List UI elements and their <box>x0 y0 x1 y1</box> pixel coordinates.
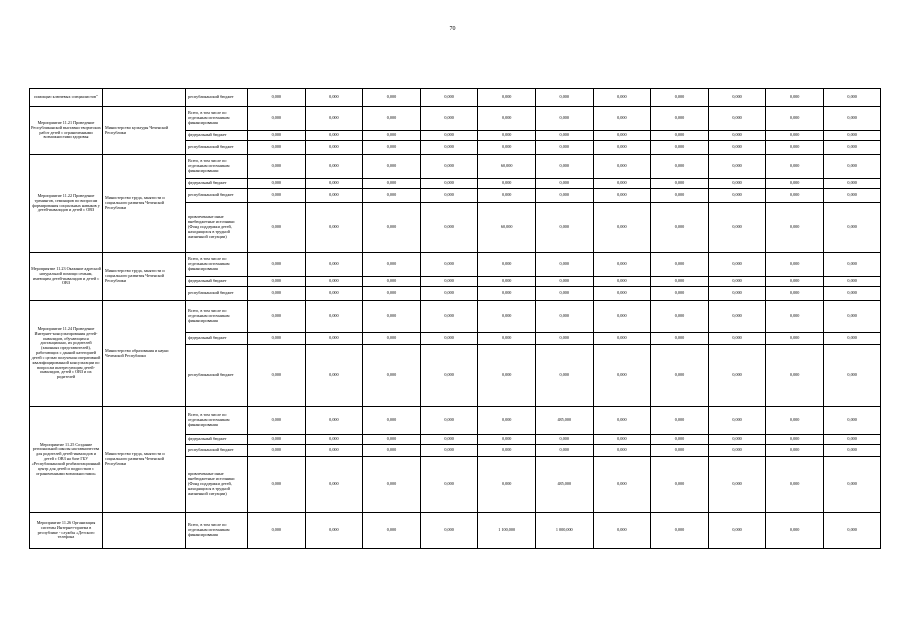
funding-source-cell: республиканский бюджет <box>186 445 248 457</box>
value-cell: 0,000 <box>420 89 478 107</box>
value-cell: 0,000 <box>248 513 306 549</box>
value-cell: 0,000 <box>363 155 421 179</box>
executor-cell: Министерство образования и науки Чеченской Республики <box>103 301 186 407</box>
value-cell: 0,000 <box>478 333 536 345</box>
value-cell: 0,000 <box>420 203 478 253</box>
value-cell: 0,000 <box>535 179 593 189</box>
value-cell: 0,000 <box>478 189 536 203</box>
value-cell: 0,000 <box>651 179 709 189</box>
value-cell: 0,000 <box>248 253 306 277</box>
value-cell: 0,000 <box>708 155 766 179</box>
value-cell: 0,000 <box>420 407 478 435</box>
table-row <box>30 89 881 107</box>
value-cell: 0,000 <box>766 179 824 189</box>
value-cell: 0,000 <box>766 89 824 107</box>
funding-source-cell: привлеченные иные внебюджетные источники (Фонд поддержки детей, находящихся в трудной жизненной ситуации) <box>186 457 248 513</box>
value-cell: 0,000 <box>593 155 651 179</box>
value-cell: 0,000 <box>766 189 824 203</box>
executor-cell <box>103 513 186 549</box>
executor-cell: Министерство труда, занятости и социального развития Чеченской Республики <box>103 155 186 253</box>
value-cell: 0,000 <box>420 189 478 203</box>
value-cell: 0,000 <box>248 107 306 131</box>
value-cell: 0,000 <box>248 333 306 345</box>
value-cell: 0,000 <box>535 203 593 253</box>
value-cell: 0,000 <box>420 445 478 457</box>
value-cell: 0,000 <box>478 345 536 407</box>
value-cell: 0,000 <box>363 345 421 407</box>
funding-source-cell: федеральный бюджет <box>186 333 248 345</box>
funding-source-cell: Всего, в том числе по отдельным источникам финансирования <box>186 513 248 549</box>
table-row <box>30 253 881 277</box>
value-cell: 60,000 <box>478 155 536 179</box>
funding-source-cell: республиканский бюджет <box>186 189 248 203</box>
table-row <box>30 513 881 549</box>
value-cell: 0,000 <box>651 301 709 333</box>
value-cell: 0,000 <box>593 301 651 333</box>
value-cell: 0,000 <box>766 457 824 513</box>
value-cell: 0,000 <box>478 131 536 141</box>
measure-cell: Мероприятие 11.24 Проведение Интернет-консультирования детей-инвалидов, обучающихся дистанционно, их родителей (законных представителей), работающих с данной категорией детей с целью получения оперативной квалифицированной консультации по вопросам интересующим детей-инвалидов, детей с ОВЗ и их родителей <box>30 301 103 407</box>
executor-cell <box>103 89 186 107</box>
value-cell: 0,000 <box>651 131 709 141</box>
value-cell: 0,000 <box>363 141 421 155</box>
value-cell: 0,000 <box>535 253 593 277</box>
value-cell: 0,000 <box>766 253 824 277</box>
value-cell: 0,000 <box>708 189 766 203</box>
value-cell: 0,000 <box>708 445 766 457</box>
value-cell: 0,000 <box>593 407 651 435</box>
funding-source-cell: республиканский бюджет <box>186 89 248 107</box>
funding-source-cell: республиканский бюджет <box>186 287 248 301</box>
value-cell: 0,000 <box>823 277 880 287</box>
value-cell: 0,000 <box>535 277 593 287</box>
value-cell: 0,000 <box>823 407 880 435</box>
value-cell: 0,000 <box>363 407 421 435</box>
value-cell: 0,000 <box>478 287 536 301</box>
value-cell: 0,000 <box>593 457 651 513</box>
value-cell: 0,000 <box>535 445 593 457</box>
value-cell: 0,000 <box>593 179 651 189</box>
value-cell: 0,000 <box>363 333 421 345</box>
value-cell: 0,000 <box>823 345 880 407</box>
value-cell: 0,000 <box>248 435 306 445</box>
value-cell: 0,000 <box>766 203 824 253</box>
value-cell: 0,000 <box>823 155 880 179</box>
value-cell: 0,000 <box>766 141 824 155</box>
value-cell: 485,000 <box>535 407 593 435</box>
table-row <box>30 407 881 435</box>
value-cell: 0,000 <box>766 435 824 445</box>
value-cell: 0,000 <box>823 435 880 445</box>
value-cell: 0,000 <box>823 253 880 277</box>
funding-source-cell: республиканский бюджет <box>186 345 248 407</box>
funding-source-cell: привлеченные иные внебюджетные источники (Фонд поддержки детей, находящихся в трудной жизненной ситуации) <box>186 203 248 253</box>
funding-source-cell: Всего, в том числе по отдельным источникам финансирования <box>186 253 248 277</box>
measure-cell: Мероприятие 11.23 Оказание адресной натуральной помощи семьям, имеющим детей-инвалидов и детей с ОВЗ <box>30 253 103 301</box>
value-cell: 0,000 <box>363 513 421 549</box>
value-cell: 0,000 <box>478 89 536 107</box>
value-cell: 0,000 <box>651 155 709 179</box>
value-cell: 0,000 <box>478 277 536 287</box>
value-cell: 0,000 <box>305 457 363 513</box>
value-cell: 0,000 <box>766 155 824 179</box>
value-cell: 0,000 <box>478 407 536 435</box>
value-cell: 0,000 <box>420 435 478 445</box>
value-cell: 0,000 <box>593 333 651 345</box>
value-cell: 0,000 <box>651 287 709 301</box>
funding-source-cell: федеральный бюджет <box>186 131 248 141</box>
value-cell: 0,000 <box>593 189 651 203</box>
value-cell: 0,000 <box>248 189 306 203</box>
value-cell: 0,000 <box>248 141 306 155</box>
funding-source-cell: республиканский бюджет <box>186 141 248 155</box>
value-cell: 0,000 <box>420 513 478 549</box>
value-cell: 485,000 <box>535 457 593 513</box>
value-cell: 0,000 <box>248 287 306 301</box>
value-cell: 0,000 <box>535 345 593 407</box>
table-row <box>30 301 881 333</box>
value-cell: 0,000 <box>248 457 306 513</box>
value-cell: 0,000 <box>766 287 824 301</box>
value-cell: 0,000 <box>766 345 824 407</box>
value-cell: 0,000 <box>708 179 766 189</box>
value-cell: 0,000 <box>363 435 421 445</box>
value-cell: 0,000 <box>363 287 421 301</box>
value-cell: 0,000 <box>363 445 421 457</box>
value-cell: 0,000 <box>651 277 709 287</box>
value-cell: 0,000 <box>478 107 536 131</box>
value-cell: 0,000 <box>708 513 766 549</box>
value-cell: 0,000 <box>766 445 824 457</box>
funding-source-cell: Всего, в том числе по отдельным источникам финансирования: <box>186 155 248 179</box>
value-cell: 0,000 <box>593 141 651 155</box>
value-cell: 0,000 <box>535 189 593 203</box>
value-cell: 0,000 <box>651 407 709 435</box>
table-row <box>30 107 881 131</box>
value-cell: 0,000 <box>708 287 766 301</box>
value-cell: 0,000 <box>651 203 709 253</box>
value-cell: 0,000 <box>305 435 363 445</box>
value-cell: 0,000 <box>766 513 824 549</box>
value-cell: 0,000 <box>593 131 651 141</box>
value-cell: 0,000 <box>593 203 651 253</box>
value-cell: 0,000 <box>823 457 880 513</box>
value-cell: 0,000 <box>248 89 306 107</box>
measure-cell: помощью ключевых специалистов" <box>30 89 103 107</box>
value-cell: 0,000 <box>305 253 363 277</box>
value-cell: 0,000 <box>363 131 421 141</box>
value-cell: 0,000 <box>708 301 766 333</box>
value-cell: 0,000 <box>593 277 651 287</box>
measure-cell: Мероприятие 11.21 Проведение Республиканской выставки творческих работ детей с ограниченными возможностями здоровья <box>30 107 103 155</box>
table-row <box>30 155 881 179</box>
value-cell: 0,000 <box>535 107 593 131</box>
value-cell: 0,000 <box>766 333 824 345</box>
value-cell: 60,000 <box>478 203 536 253</box>
value-cell: 0,000 <box>420 457 478 513</box>
value-cell: 0,000 <box>708 89 766 107</box>
value-cell: 0,000 <box>305 277 363 287</box>
value-cell: 0,000 <box>305 155 363 179</box>
value-cell: 0,000 <box>651 457 709 513</box>
value-cell: 0,000 <box>708 253 766 277</box>
executor-cell: Министерство культуры Чеченской Республики <box>103 107 186 155</box>
value-cell: 0,000 <box>823 287 880 301</box>
value-cell: 1 000,000 <box>535 513 593 549</box>
value-cell: 0,000 <box>708 457 766 513</box>
value-cell: 0,000 <box>420 179 478 189</box>
value-cell: 0,000 <box>478 435 536 445</box>
value-cell: 0,000 <box>305 445 363 457</box>
budget-table-body <box>30 89 881 549</box>
value-cell: 0,000 <box>651 141 709 155</box>
value-cell: 0,000 <box>766 277 824 287</box>
value-cell: 0,000 <box>651 333 709 345</box>
value-cell: 0,000 <box>248 445 306 457</box>
value-cell: 0,000 <box>305 107 363 131</box>
value-cell: 0,000 <box>363 253 421 277</box>
value-cell: 0,000 <box>305 513 363 549</box>
value-cell: 1 100,000 <box>478 513 536 549</box>
value-cell: 0,000 <box>651 435 709 445</box>
value-cell: 0,000 <box>478 141 536 155</box>
funding-source-cell: федеральный бюджет <box>186 277 248 287</box>
value-cell: 0,000 <box>248 277 306 287</box>
value-cell: 0,000 <box>420 301 478 333</box>
value-cell: 0,000 <box>823 131 880 141</box>
measure-cell: Мероприятие 11.26 Организация системы Интернет-приема в республике - службы «Детского телефона <box>30 513 103 549</box>
budget-table <box>29 88 881 549</box>
value-cell: 0,000 <box>593 445 651 457</box>
value-cell: 0,000 <box>305 301 363 333</box>
value-cell: 0,000 <box>593 435 651 445</box>
executor-cell: Министерство труда, занятости и социального развития Чеченской Республики <box>103 407 186 513</box>
value-cell: 0,000 <box>651 445 709 457</box>
value-cell: 0,000 <box>248 203 306 253</box>
value-cell: 0,000 <box>766 301 824 333</box>
value-cell: 0,000 <box>420 141 478 155</box>
value-cell: 0,000 <box>363 89 421 107</box>
funding-source-cell: Всего, в том числе по отдельным источникам финансирования <box>186 107 248 131</box>
value-cell: 0,000 <box>478 445 536 457</box>
value-cell: 0,000 <box>708 203 766 253</box>
value-cell: 0,000 <box>305 407 363 435</box>
value-cell: 0,000 <box>305 287 363 301</box>
value-cell: 0,000 <box>535 131 593 141</box>
funding-source-cell: Всего, в том числе по отдельным источникам финансирования <box>186 301 248 333</box>
value-cell: 0,000 <box>305 131 363 141</box>
value-cell: 0,000 <box>363 301 421 333</box>
value-cell: 0,000 <box>651 189 709 203</box>
value-cell: 0,000 <box>651 513 709 549</box>
value-cell: 0,000 <box>651 89 709 107</box>
funding-source-cell: федеральный бюджет <box>186 179 248 189</box>
value-cell: 0,000 <box>535 155 593 179</box>
value-cell: 0,000 <box>593 89 651 107</box>
value-cell: 0,000 <box>535 333 593 345</box>
value-cell: 0,000 <box>593 107 651 131</box>
value-cell: 0,000 <box>708 333 766 345</box>
value-cell: 0,000 <box>248 345 306 407</box>
value-cell: 0,000 <box>823 179 880 189</box>
value-cell: 0,000 <box>535 301 593 333</box>
value-cell: 0,000 <box>593 345 651 407</box>
value-cell: 0,000 <box>478 301 536 333</box>
value-cell: 0,000 <box>305 141 363 155</box>
value-cell: 0,000 <box>248 131 306 141</box>
executor-cell: Министерство труда, занятости и социального развития Чеченской Республики <box>103 253 186 301</box>
value-cell: 0,000 <box>651 107 709 131</box>
value-cell: 0,000 <box>305 89 363 107</box>
value-cell: 0,000 <box>708 407 766 435</box>
value-cell: 0,000 <box>708 107 766 131</box>
value-cell: 0,000 <box>420 277 478 287</box>
measure-cell: Мероприятие 11.22 Проведение тренингов, семинаров по вопросам формирования социальных навыков у детей-инвалидов и детей с ОВЗ <box>30 155 103 253</box>
value-cell: 0,000 <box>420 155 478 179</box>
value-cell: 0,000 <box>305 189 363 203</box>
value-cell: 0,000 <box>363 457 421 513</box>
value-cell: 0,000 <box>363 277 421 287</box>
value-cell: 0,000 <box>478 253 536 277</box>
value-cell: 0,000 <box>823 301 880 333</box>
value-cell: 0,000 <box>651 253 709 277</box>
value-cell: 0,000 <box>823 333 880 345</box>
funding-source-cell: федеральный бюджет <box>186 435 248 445</box>
value-cell: 0,000 <box>708 131 766 141</box>
page-number: 70 <box>449 26 456 32</box>
value-cell: 0,000 <box>305 333 363 345</box>
value-cell: 0,000 <box>535 89 593 107</box>
value-cell: 0,000 <box>248 179 306 189</box>
value-cell: 0,000 <box>420 345 478 407</box>
value-cell: 0,000 <box>766 407 824 435</box>
value-cell: 0,000 <box>823 189 880 203</box>
value-cell: 0,000 <box>305 179 363 189</box>
value-cell: 0,000 <box>363 179 421 189</box>
value-cell: 0,000 <box>823 107 880 131</box>
value-cell: 0,000 <box>708 277 766 287</box>
value-cell: 0,000 <box>708 435 766 445</box>
value-cell: 0,000 <box>478 457 536 513</box>
value-cell: 0,000 <box>766 107 824 131</box>
value-cell: 0,000 <box>823 141 880 155</box>
value-cell: 0,000 <box>305 345 363 407</box>
value-cell: 0,000 <box>248 407 306 435</box>
value-cell: 0,000 <box>248 155 306 179</box>
value-cell: 0,000 <box>535 287 593 301</box>
value-cell: 0,000 <box>823 513 880 549</box>
value-cell: 0,000 <box>708 345 766 407</box>
value-cell: 0,000 <box>420 131 478 141</box>
value-cell: 0,000 <box>708 141 766 155</box>
value-cell: 0,000 <box>420 107 478 131</box>
value-cell: 0,000 <box>766 131 824 141</box>
value-cell: 0,000 <box>363 189 421 203</box>
value-cell: 0,000 <box>478 179 536 189</box>
value-cell: 0,000 <box>823 89 880 107</box>
measure-cell: Мероприятие 11.25 Создание региональной школы наставничества для родителей детей-инвалидов и детей с ОВЗ на базе ГБУ «Республиканский реабилитационный центр для детей и подростков с ограниченными возможностями» <box>30 407 103 513</box>
value-cell: 0,000 <box>535 141 593 155</box>
value-cell: 0,000 <box>823 203 880 253</box>
value-cell: 0,000 <box>593 253 651 277</box>
value-cell: 0,000 <box>305 203 363 253</box>
value-cell: 0,000 <box>535 435 593 445</box>
value-cell: 0,000 <box>363 107 421 131</box>
value-cell: 0,000 <box>651 345 709 407</box>
value-cell: 0,000 <box>248 301 306 333</box>
funding-source-cell: Всего, в том числе по отдельным источникам финансирования <box>186 407 248 435</box>
value-cell: 0,000 <box>420 253 478 277</box>
value-cell: 0,000 <box>593 513 651 549</box>
value-cell: 0,000 <box>420 287 478 301</box>
value-cell: 0,000 <box>593 287 651 301</box>
value-cell: 0,000 <box>363 203 421 253</box>
value-cell: 0,000 <box>823 445 880 457</box>
value-cell: 0,000 <box>420 333 478 345</box>
